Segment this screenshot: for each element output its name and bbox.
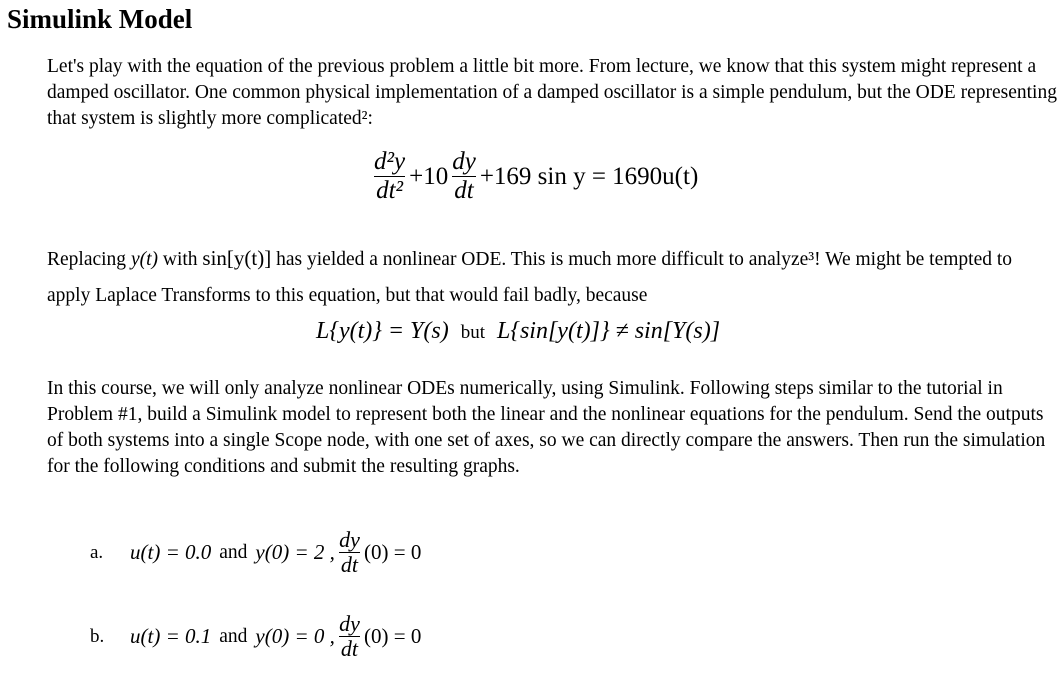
second-derivative-fraction <box>374 148 405 205</box>
frac-numerator: dy <box>452 148 476 175</box>
frac-numerator: d²y <box>374 148 406 175</box>
and-word: and <box>219 541 248 563</box>
laplace-inequality-equation <box>316 318 720 345</box>
intro-paragraph: Let's play with the equation of the previous problem a little bit more. From lecture, we know that this system might represent a damped oscillator. One common physical implementation of a damped oscillator is a simple pendulum, but the ODE representing that system is slightly more complicated²: <box>47 56 1057 129</box>
and-word: and <box>219 625 248 647</box>
initial-position: y(0) = 2 , <box>255 540 335 564</box>
item-label: b. <box>90 625 105 647</box>
frac-denominator: dt <box>340 552 359 577</box>
initial-position: y(0) = 0 , <box>255 624 335 648</box>
input-condition: u(t) = 0.1 <box>130 624 212 648</box>
text-segment: Replacing <box>47 249 131 270</box>
damping-coefficient: +10 <box>409 162 449 190</box>
first-derivative-fraction <box>452 148 476 205</box>
inline-math-sin: sin[y(t)] <box>202 246 272 270</box>
derivative-fraction <box>339 612 360 661</box>
laplace-left: L{y(t)} = Y(s) <box>316 318 449 344</box>
frac-denominator: dt <box>454 177 474 204</box>
condition-item-b <box>90 612 421 661</box>
but-word: but <box>460 322 485 343</box>
item-label: a. <box>90 541 104 563</box>
inline-math-y: y(t) <box>130 249 158 270</box>
frac-numerator: dy <box>339 611 360 636</box>
equation-remainder: +169 sin y = 1690u(t) <box>479 162 699 190</box>
nonlinear-paragraph <box>47 240 1057 314</box>
frac-denominator: dt² <box>376 177 404 204</box>
initial-velocity: (0) = 0 <box>364 624 422 648</box>
text-segment: has yielded a nonlinear ODE. This is much more difficult to analyze³! We might be tempted to apply Laplace Transforms to this equation, but that would fail badly, because <box>47 249 1013 306</box>
frac-denominator: dt <box>340 636 359 661</box>
derivative-fraction <box>339 528 360 577</box>
condition-item-a <box>90 528 421 577</box>
laplace-right: L{sin[y(t)]} ≠ sin[Y(s)] <box>497 318 721 344</box>
instructions-paragraph: In this course, we will only analyze nonlinear ODEs numerically, using Simulink. Following steps similar to the tutorial in Problem #1, build a Simulink model to represent both the linear and the nonlinear equations for the pendulum. Send the outputs of both systems into a single Scope node, with one set of axes, so we can directly compare the answers. Then run the simulation for the following conditions and submit the resulting graphs. <box>47 378 1046 477</box>
frac-numerator: dy <box>339 527 360 552</box>
initial-velocity: (0) = 0 <box>364 540 422 564</box>
input-condition: u(t) = 0.0 <box>130 540 212 564</box>
pendulum-ode-equation <box>370 148 698 205</box>
text-segment: with <box>158 249 203 270</box>
page-title: Simulink Model <box>7 4 193 34</box>
